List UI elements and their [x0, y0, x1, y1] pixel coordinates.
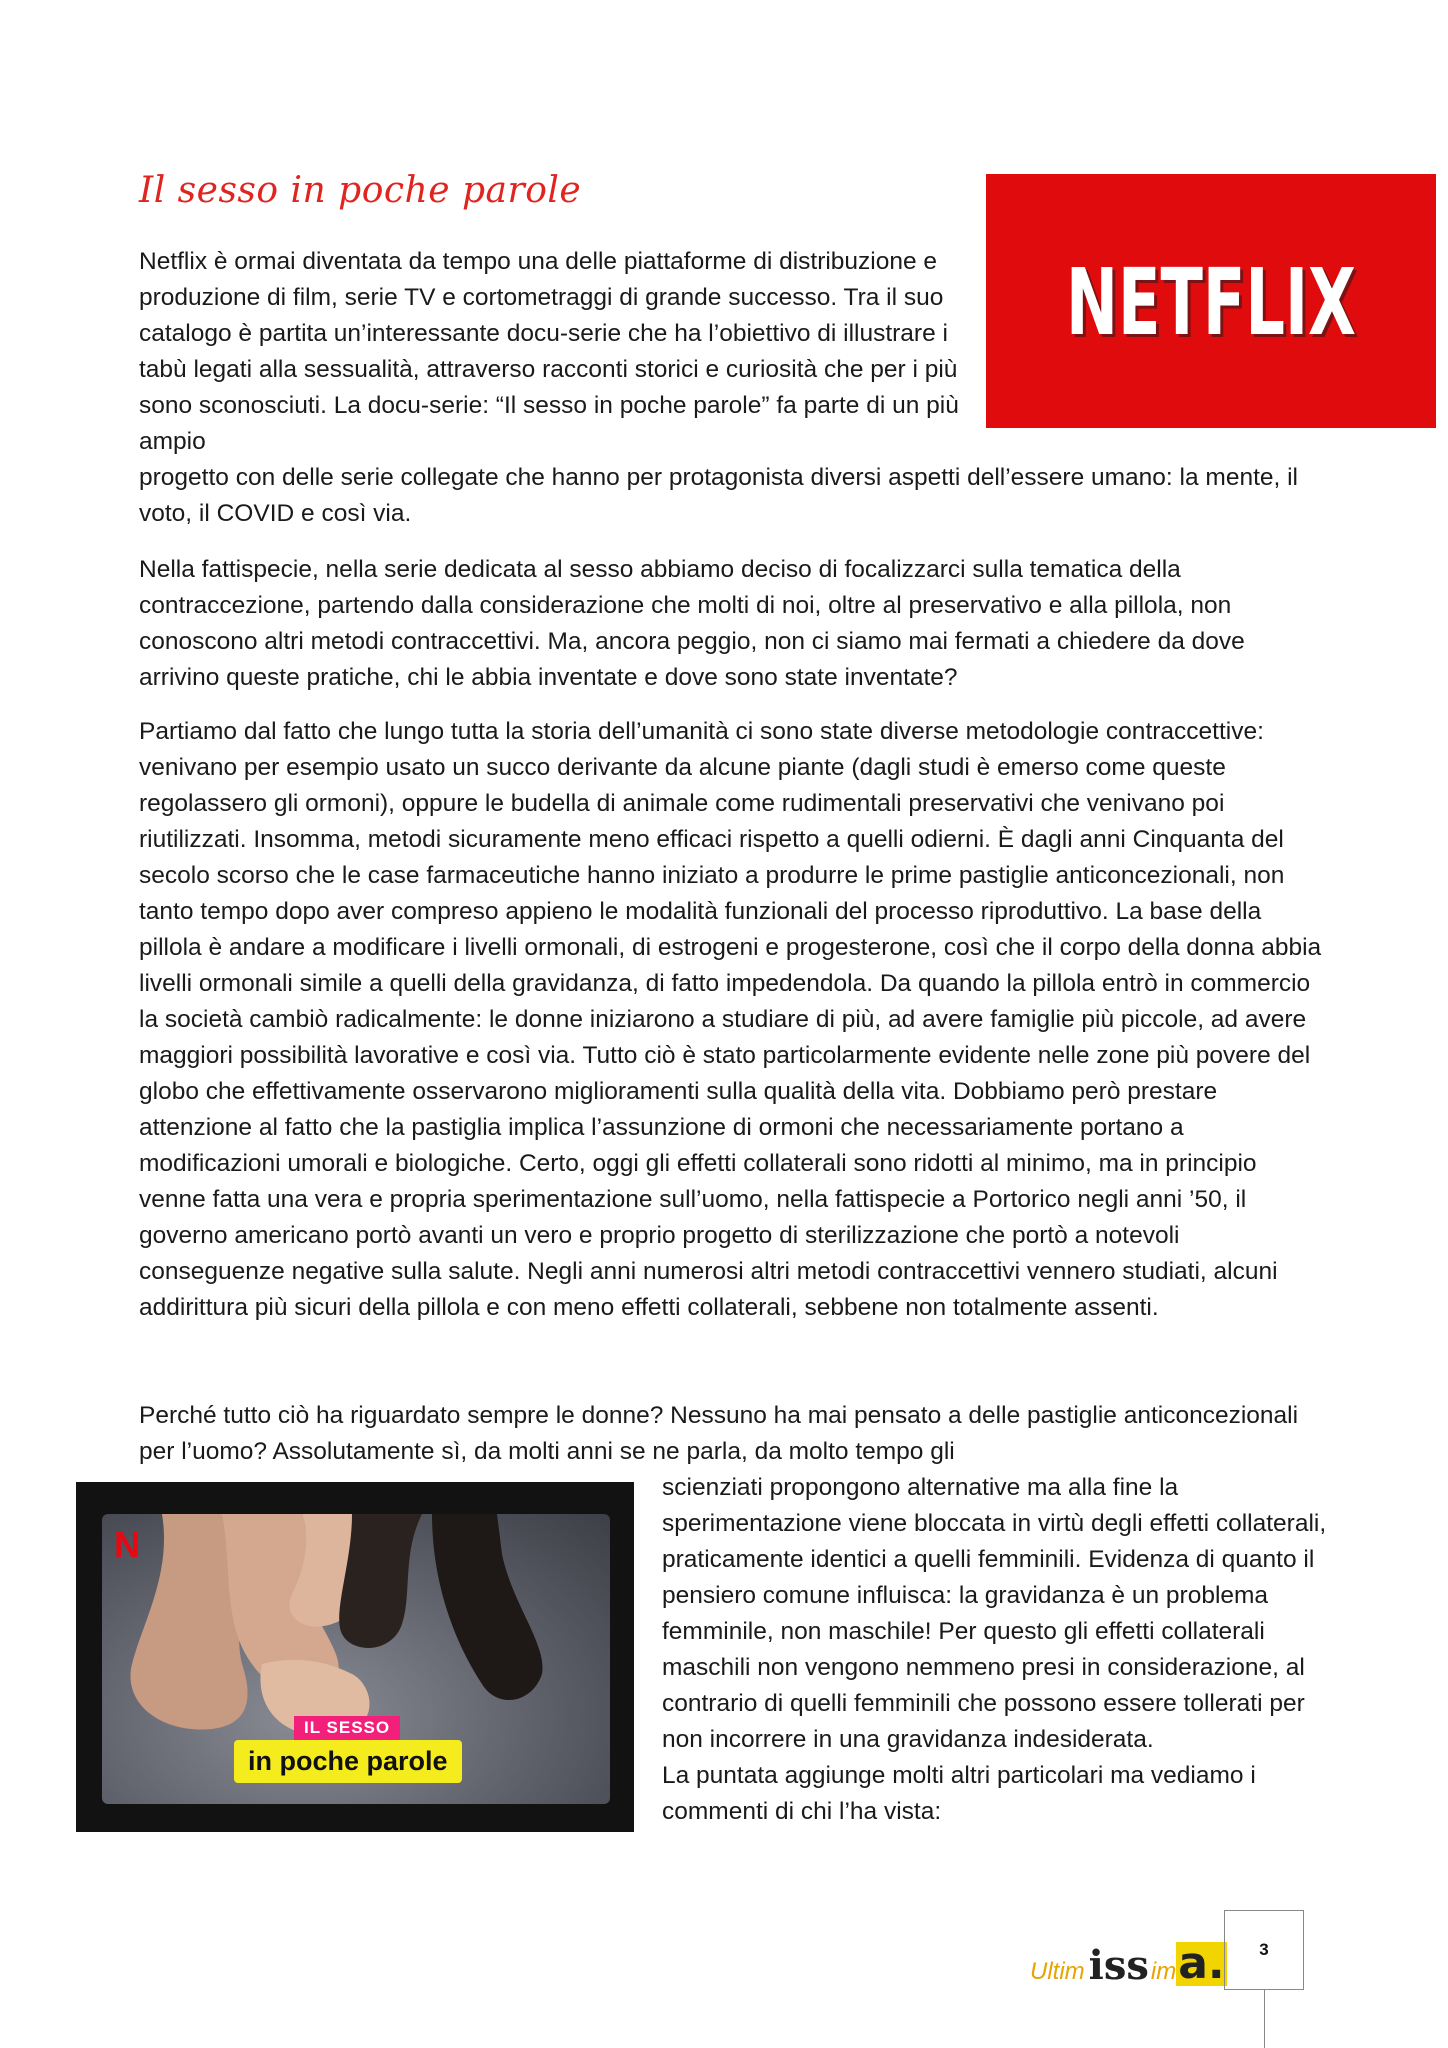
series-poster-image: [76, 1482, 634, 1832]
paragraph-beside-poster: [662, 1470, 1342, 1830]
logo-a: a.: [1178, 1938, 1225, 1989]
paragraph-history: Partiamo dal fatto che lungo tutta la storia dell’umanità ci sono state diverse metodologie contraccettive: venivano per esempio usato un succo derivante da alcune piante (dagli studi è emerso come queste regolassero gli ormoni), oppure le budella di animale come rudimentali preservativi che venivano poi riutilizzati. Insomma, metodi sicuramente meno efficaci rispetto a quelli odierni. È dagli anni Cinquanta del secolo scorso che le case farmaceutiche hanno iniziato a produrre le prime pastiglie anticoncezionali, non tanto tempo dopo aver compreso appieno le modalità funzionali del processo riproduttivo. La base della pillola è andare a modificare i livelli ormonali, di estrogeni e progesterone, così che il corpo della donna abbia livelli ormonali simile a quelli della gravidanza, di fatto impedendola. Da quando la pillola entrò in commercio la società cambiò radicalmente: le donne iniziarono a studiare di più, ad avere famiglie più piccole, ad avere maggiori possibilità lavorative e così via. Tutto ciò è stato particolarmente evidente nelle zone più povere del globo che effettivamente osservarono miglioramenti sulla qualità della vita. Dobbiamo però prestare attenzione al fatto che la pastiglia implica l’assunzione di ormoni che necessariamente portano a modificazioni umorali e biologiche. Certo, oggi gli effetti collaterali sono ridotti al minimo, ma in principio venne fatta una vera e propria sperimentazione sull’uomo, nella fattispecie a Portorico negli anni ’50, il governo americano portò avanti un vero e proprio progetto di sterilizzazione che portò a notevoli conseguenze negative sulla salute. Negli anni numerosi altri metodi contraccettivi vennero studiati, alcuni addirittura più sicuri della pillola e con meno effetti collaterali, sebbene non totalmente assenti.: [139, 718, 1322, 1321]
page-number-box: [1224, 1910, 1304, 1990]
poster-badge-top: IL SESSO: [294, 1716, 400, 1740]
intro-paragraph-narrow: Netflix è ormai diventata da tempo una delle piattaforme di distribuzione e produzione di film, serie TV e cortometraggi di grande successo. Tra il suo catalogo è partita un’interessante docu-serie che ha l’obiettivo di illustrare i tabù legati alla sessualità, attraverso racconti storici e curiosità che per i più sono sconosciuti. La docu-serie: “Il sesso in poche parole” fa parte di un più ampio: [139, 248, 959, 455]
logo-ima: im: [1150, 1958, 1177, 1985]
intro-paragraph: [139, 244, 1329, 532]
page-number: 3: [1259, 1940, 1269, 1959]
poster-artwork: [102, 1514, 610, 1804]
paragraph-contraception-focus: Nella fattispecie, nella serie dedicata al sesso abbiamo deciso di focalizzarci sulla tematica della contraccezione, partendo dalla considerazione che molti di noi, oltre al preservativo e alla pillola, non conoscono altri metodi contraccettivi. Ma, ancora peggio, non ci siamo mai fermati a chiedere da dove arrivino queste pratiche, chi le abbia inventate e dove sono state inventate?: [139, 556, 1245, 691]
intro-paragraph-wide: progetto con delle serie collegate che hanno per protagonista diversi aspetti dell’essere umano: la mente, il voto, il COVID e così via.: [139, 464, 1299, 527]
netflix-wordmark-text: NETFLIX: [1066, 256, 1356, 346]
paragraph-scientists: scienziati propongono alternative ma alla fine la sperimentazione viene bloccata in virtù degli effetti collaterali, praticamente identici a quelli femminili. Evidenza di quanto il pensiero comune influisca: la gravidanza è un problema femminile, non maschile! Per questo gli effetti collaterali maschili non vengono nemmeno presi in considerazione, al contrario di quelli femminili che possono essere tollerati per non incorrere in una gravidanza indesiderata.: [662, 1474, 1327, 1753]
poster-netflix-n: N: [114, 1524, 140, 1565]
logo-ultim: Ultim: [1030, 1958, 1085, 1985]
paragraph-comments-intro: La puntata aggiunge molti altri particolari ma vediamo i commenti di chi l’ha vista:: [662, 1762, 1256, 1825]
netflix-wordmark-shadow: NETFLIX: [1069, 256, 1359, 346]
poster-badge-main: in poche parole: [234, 1740, 462, 1783]
article-title: Il sesso in poche parole: [139, 170, 582, 211]
page-number-line: [1264, 1990, 1265, 2048]
logo-iss: iss: [1088, 1942, 1149, 1989]
ultimissima-logo: [1030, 1938, 1227, 1989]
paragraph-men-question: Perché tutto ciò ha riguardato sempre le donne? Nessuno ha mai pensato a delle pastiglie anticoncezionali per l’uomo? Assolutamente sì, da molti anni se ne parla, da molto tempo gli: [139, 1402, 1299, 1465]
